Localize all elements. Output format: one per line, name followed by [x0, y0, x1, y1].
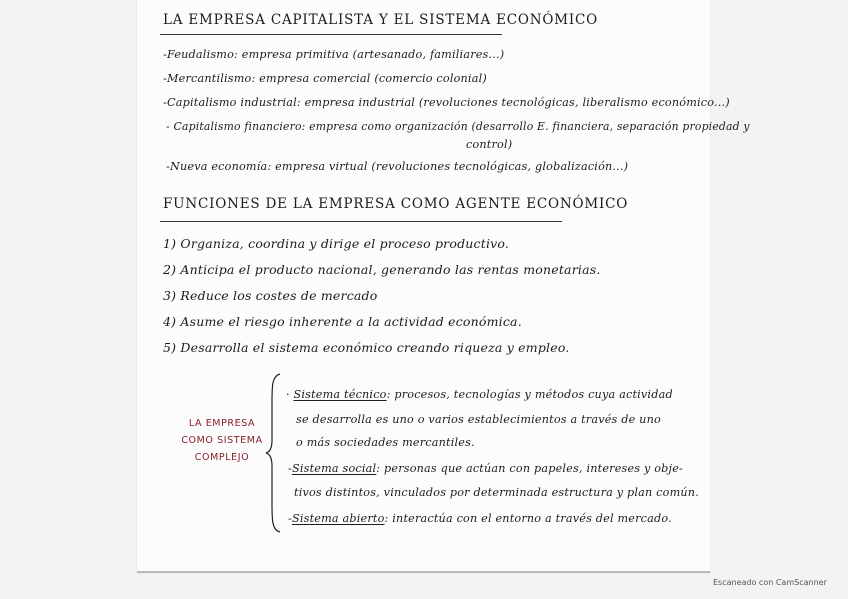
camscanner-watermark: Escaneado con CamScanner: [713, 578, 827, 587]
section1-title-underline: [160, 34, 502, 35]
label-line-3: COMPLEJO: [194, 452, 250, 463]
section1-line-4: - Capitalismo financiero: empresa como organización (desarrollo E. financiera, separación propiedad y: [166, 120, 750, 133]
label-line-2: COMO SISTEMA: [181, 435, 263, 446]
section2-item-5: 5) Desarrolla el sistema económico creando riqueza y empleo.: [163, 340, 570, 355]
sistema-social-term: Sistema social: [291, 462, 377, 475]
label-line-1: LA EMPRESA: [188, 418, 256, 429]
section2-item-2: 2) Anticipa el producto nacional, generando las rentas monetarias.: [163, 262, 601, 277]
sistema-tecnico-term: Sistema técnico: [293, 388, 387, 401]
section2-item-3: 3) Reduce los costes de mercado: [163, 288, 378, 303]
section2-item-1: 1) Organiza, coordina y dirige el proceso productivo.: [163, 236, 510, 251]
sistema-tecnico-line-2: se desarrolla es uno o varios establecimientos a través de uno: [296, 413, 661, 426]
sistema-social-line-1: -Sistema social: personas que actúan con papeles, intereses y obje-: [288, 462, 684, 475]
section1-line-5: control): [466, 138, 513, 151]
section2-title: FUNCIONES DE LA EMPRESA COMO AGENTE ECONÓMICO: [163, 196, 629, 212]
complex-system-label: [172, 415, 272, 466]
section2-item-4: 4) Asume el riesgo inherente a la actividad económica.: [163, 314, 522, 329]
sistema-abierto-term: Sistema abierto: [291, 512, 385, 525]
section2-title-underline: [160, 221, 562, 222]
section1-line-1: -Feudalismo: empresa primitiva (artesanado, familiares...): [163, 48, 505, 61]
sistema-tecnico-line-3: o más sociedades mercantiles.: [296, 436, 475, 449]
section1-line-3: -Capitalismo industrial: empresa industrial (revoluciones tecnológicas, liberalismo económico...): [163, 96, 730, 109]
sistema-social-line-2: tivos distintos, vinculados por determinada estructura y plan común.: [294, 486, 699, 499]
left-brace: [264, 372, 284, 534]
sistema-abierto-line-1: -Sistema abierto: interactúa con el entorno a través del mercado.: [288, 512, 672, 525]
section1-title: LA EMPRESA CAPITALISTA Y EL SISTEMA ECONÓMICO: [163, 12, 598, 28]
page-edge: [137, 571, 710, 573]
section1-line-2: -Mercantilismo: empresa comercial (comercio colonial): [163, 72, 487, 85]
sistema-tecnico-line-1: · Sistema técnico: procesos, tecnologías y métodos cuya actividad: [286, 388, 673, 401]
section1-line-6: -Nueva economía: empresa virtual (revoluciones tecnológicas, globalización...): [166, 160, 629, 173]
